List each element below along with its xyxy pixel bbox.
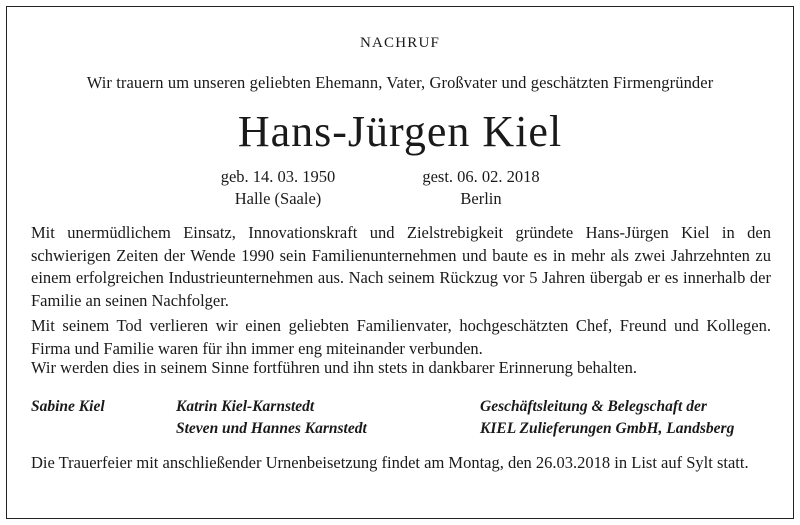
signature-line: Steven und Hannes Karnstedt [176,420,367,437]
birth-info [178,166,378,210]
death-place: Berlin [460,189,502,208]
notice-heading: NACHRUF [359,35,441,51]
signature-company [480,396,734,440]
closing-paragraph: Wir werden dies in seinem Sinne fortführen und ihn stets in dankbarer Erinnerung behalten. [31,358,637,377]
signature-spouse [31,396,105,418]
signature-line: KIEL Zulieferungen GmbH, Landsberg [480,420,735,437]
signature-family [176,396,367,440]
tribute-paragraph: Mit seinem Tod verlieren wir einen geliebten Familienvater, hochgeschätzten Chef, Freund und Kollegen. Firma und Familie waren für ihn immer eng miteinander verbunden. [31,316,771,358]
death-info [381,166,581,210]
funeral-notice: Die Trauerfeier mit anschließender Urnenbeisetzung findet am Montag, den 26.03.2018 in List auf Sylt statt. [31,453,749,472]
deceased-name: Hans-Jürgen Kiel [237,107,563,156]
birth-date: geb. 14. 03. 1950 [220,167,336,186]
death-date: gest. 06. 02. 2018 [422,167,540,186]
biography-paragraph: Mit unermüdlichem Einsatz, Innovationskraft und Zielstrebigkeit gründete Hans-Jürgen Kiel in den schwierigen Zeiten der Wende 1990 sein Familienunternehmen und baute es in mehr als zwei Jahrzehnten zu einem erfolgreichen Industrieunternehmen aus. Nach seinem Rückzug vor 5 Jahren übergab er es innerhalb der Familie an seinen Nachfolger. [31,223,771,310]
birth-place: Halle (Saale) [234,189,322,208]
intro-line: Wir trauern um unseren geliebten Ehemann, Vater, Großvater und geschätzten Firmengründer [86,73,714,92]
signature-line: Sabine Kiel [31,398,105,415]
signature-line: Geschäftsleitung & Belegschaft der [480,398,707,415]
signature-line: Katrin Kiel-Karnstedt [176,398,315,415]
